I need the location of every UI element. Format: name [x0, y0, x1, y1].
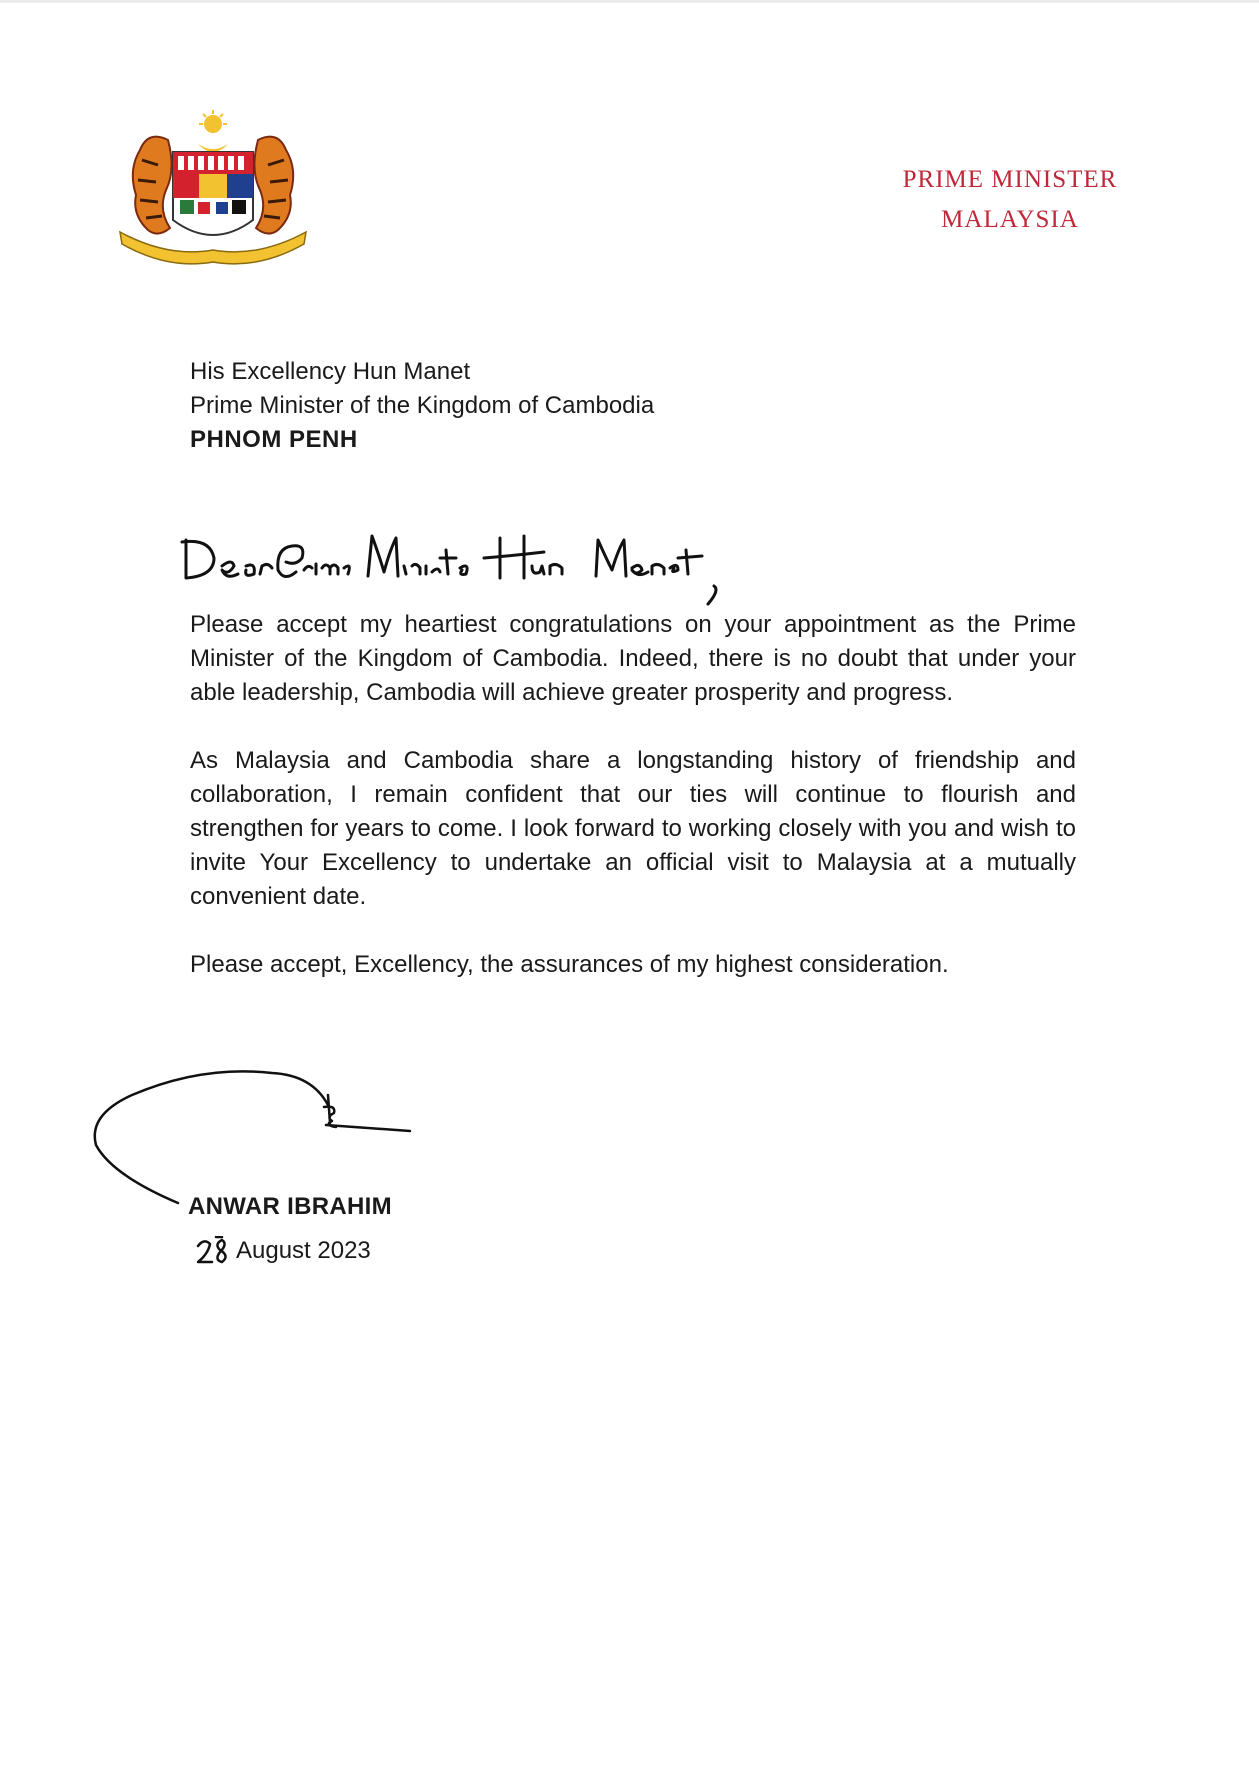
handwritten-date-day: [196, 1236, 232, 1266]
body-paragraph: Please accept, Excellency, the assurances of my highest consideration.: [190, 951, 949, 978]
letter-body: [190, 608, 1076, 1016]
date-month-year: August 2023: [236, 1237, 371, 1264]
handwritten-salutation: [180, 528, 740, 608]
recipient-city: PHNOM PENH: [190, 426, 358, 453]
body-paragraph: Please accept my heartiest congratulations on your appointment as the Prime Minister of the Kingdom of Cambodia. Indeed, there is no doubt that under your able leadership, Cambodia will achieve greater prosperity and progress.: [190, 611, 1076, 706]
scan-edge: [0, 0, 1259, 3]
recipient-address: [190, 355, 654, 457]
body-paragraph: As Malaysia and Cambodia share a longstanding history of friendship and collaboration, I remain confident that our ties will continue to flourish and strengthen for years to come. I look forward to working closely with you and wish to invite Your Excellency to undertake an official visit to Malaysia at a mutually convenient date.: [190, 747, 1076, 910]
letterhead-country: MALAYSIA: [941, 206, 1079, 233]
malaysia-coat-of-arms-icon: [118, 110, 308, 270]
letterhead-title: PRIME MINISTER: [902, 166, 1118, 193]
letterhead: [860, 160, 1160, 240]
letter-date: [196, 1236, 371, 1266]
recipient-title: Prime Minister of the Kingdom of Cambodia: [190, 392, 655, 419]
handwritten-signature-icon: [92, 1055, 422, 1215]
signatory-name: ANWAR IBRAHIM: [188, 1193, 392, 1220]
recipient-name: His Excellency Hun Manet: [190, 358, 471, 385]
